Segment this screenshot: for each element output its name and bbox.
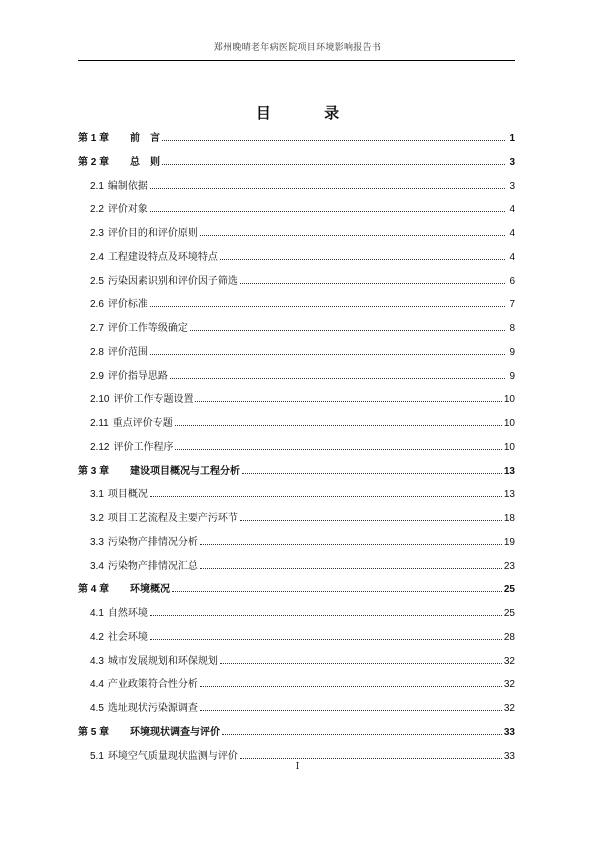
toc-entry-page: 4 xyxy=(509,251,515,263)
toc-entry-title: 总 则 xyxy=(130,156,160,168)
dot-leader xyxy=(220,258,505,260)
toc-entry-title: 编制依据 xyxy=(107,180,148,192)
toc-entry-number: 第 1 章 xyxy=(78,133,110,144)
toc-entry-title: 评价对象 xyxy=(107,204,148,216)
dot-leader xyxy=(222,733,502,735)
toc-entry-title: 产业政策符合性分析 xyxy=(107,679,198,691)
toc-entry-number: 2.10 xyxy=(90,394,110,406)
toc-chapter-entry[interactable] xyxy=(78,127,515,151)
toc-section-entry[interactable] xyxy=(78,222,515,246)
dot-leader xyxy=(150,614,502,616)
toc-entry-page: 32 xyxy=(503,703,515,714)
toc-entry-page: 13 xyxy=(503,465,515,477)
toc-section-entry[interactable] xyxy=(78,602,515,626)
toc-entry-page: 25 xyxy=(503,608,515,619)
toc-entry-number: 3.3 xyxy=(90,536,104,548)
toc-section-entry[interactable] xyxy=(78,483,515,507)
toc-section-entry[interactable] xyxy=(78,175,515,199)
dot-leader xyxy=(162,139,505,141)
toc-entry-title: 前 言 xyxy=(130,133,160,144)
toc-entry-page: 33 xyxy=(503,750,515,762)
toc-entry-page: 8 xyxy=(509,323,515,334)
dot-leader xyxy=(150,210,505,212)
toc-entry-title: 评价标准 xyxy=(107,299,148,311)
toc-entry-number: 4.1 xyxy=(90,608,104,619)
toc-entry-number: 2.9 xyxy=(90,370,104,382)
toc-entry-title: 环境现状调查与评价 xyxy=(130,726,220,738)
toc-entry-page: 19 xyxy=(503,536,515,548)
toc-entry-page: 7 xyxy=(509,299,515,311)
toc-entry-page: 3 xyxy=(509,180,515,192)
toc-entry-page: 4 xyxy=(509,204,515,216)
toc-entry-title: 评价目的和评价原则 xyxy=(107,228,198,239)
toc-entry-page: 18 xyxy=(503,513,515,524)
toc-entry-number: 3.1 xyxy=(90,489,104,501)
toc-section-entry[interactable] xyxy=(78,697,515,721)
toc-entry-page: 32 xyxy=(503,679,515,691)
toc-section-entry[interactable] xyxy=(78,555,515,579)
dot-leader xyxy=(200,567,502,569)
toc-entry-title: 评价指导思路 xyxy=(107,370,168,382)
dot-leader xyxy=(220,662,502,664)
header-divider xyxy=(78,60,515,61)
toc-entry-page: 13 xyxy=(503,489,515,501)
toc-section-entry[interactable] xyxy=(78,626,515,650)
toc-entry-number: 4.3 xyxy=(90,655,104,667)
dot-leader xyxy=(162,163,505,165)
toc-entry-number: 第 5 章 xyxy=(78,726,110,738)
toc-entry-page: 6 xyxy=(509,275,515,287)
toc-section-entry[interactable] xyxy=(78,650,515,674)
toc-entry-number: 2.11 xyxy=(90,418,109,429)
toc-entry-page: 23 xyxy=(503,560,515,572)
toc-section-entry[interactable] xyxy=(78,531,515,555)
toc-section-entry[interactable] xyxy=(78,412,515,436)
toc-entry-page: 1 xyxy=(509,133,515,144)
toc-title: 目 录 xyxy=(255,104,364,122)
toc-entry-title: 项目工艺流程及主要产污环节 xyxy=(107,513,238,524)
toc-entry-page: 32 xyxy=(503,655,515,667)
toc-entry-title: 项目概况 xyxy=(107,489,148,501)
toc-section-entry[interactable] xyxy=(78,246,515,270)
toc-entry-number: 4.4 xyxy=(90,679,104,691)
toc-entry-title: 建设项目概况与工程分析 xyxy=(130,465,240,477)
toc-entry-page: 9 xyxy=(509,346,515,358)
toc-entry-number: 第 2 章 xyxy=(78,156,110,168)
dot-leader xyxy=(172,590,502,592)
dot-leader xyxy=(240,757,502,759)
dot-leader xyxy=(200,709,502,711)
toc-entry-title: 评价工作专题设置 xyxy=(113,394,194,406)
toc-entry-title: 重点评价专题 xyxy=(112,418,173,429)
toc-section-entry[interactable] xyxy=(78,198,515,222)
toc-section-entry[interactable] xyxy=(78,507,515,531)
toc-entry-number: 2.8 xyxy=(90,346,104,358)
dot-leader xyxy=(200,685,502,687)
toc-section-entry[interactable] xyxy=(78,341,515,365)
page-number: I xyxy=(295,762,300,772)
toc-chapter-entry[interactable] xyxy=(78,151,515,175)
toc-entry-title: 污染因素识别和评价因子筛选 xyxy=(107,275,238,287)
toc-entry-number: 2.6 xyxy=(90,299,104,311)
toc-entry-title: 污染物产排情况分析 xyxy=(107,536,198,548)
toc-entry-number: 2.1 xyxy=(90,180,104,192)
toc-entry-number: 3.4 xyxy=(90,560,104,572)
toc-entry-number: 2.4 xyxy=(90,251,104,263)
toc-entry-title: 城市发展规划和环保规划 xyxy=(107,655,218,667)
dot-leader xyxy=(240,519,502,521)
toc-entry-number: 2.3 xyxy=(90,228,104,239)
toc-entry-page: 10 xyxy=(503,418,515,429)
toc-section-entry[interactable] xyxy=(78,388,515,412)
toc-entry-page: 10 xyxy=(503,441,515,453)
dot-leader xyxy=(242,472,502,474)
table-of-contents xyxy=(78,127,515,768)
dot-leader xyxy=(175,424,502,426)
toc-entry-title: 污染物产排情况汇总 xyxy=(107,560,198,572)
toc-entry-number: 4.2 xyxy=(90,631,104,643)
toc-entry-title: 评价工作等级确定 xyxy=(107,323,188,334)
dot-leader xyxy=(150,638,502,640)
dot-leader xyxy=(175,448,501,450)
dot-leader xyxy=(240,282,505,284)
dot-leader xyxy=(200,234,505,236)
dot-leader xyxy=(195,400,501,402)
toc-entry-title: 自然环境 xyxy=(107,608,148,619)
toc-section-entry[interactable] xyxy=(78,317,515,341)
toc-chapter-entry[interactable] xyxy=(78,721,515,745)
toc-entry-page: 3 xyxy=(509,156,515,168)
toc-entry-number: 3.2 xyxy=(90,513,104,524)
toc-entry-number: 第 3 章 xyxy=(78,465,110,477)
dot-leader xyxy=(150,187,505,189)
toc-entry-page: 9 xyxy=(509,370,515,382)
toc-entry-number: 2.7 xyxy=(90,323,104,334)
toc-section-entry[interactable] xyxy=(78,293,515,317)
toc-chapter-entry[interactable] xyxy=(78,460,515,484)
toc-entry-page: 10 xyxy=(503,394,515,406)
dot-leader xyxy=(150,353,505,355)
toc-entry-page: 4 xyxy=(509,228,515,239)
dot-leader xyxy=(150,305,505,307)
dot-leader xyxy=(190,329,505,331)
toc-entry-title: 评价工作程序 xyxy=(113,441,174,453)
toc-entry-title: 评价范围 xyxy=(107,346,148,358)
toc-chapter-entry[interactable] xyxy=(78,578,515,602)
toc-entry-page: 33 xyxy=(503,726,515,738)
toc-entry-title: 环境空气质量现状监测与评价 xyxy=(107,750,238,762)
toc-entry-number: 2.5 xyxy=(90,275,104,287)
toc-entry-number: 2.2 xyxy=(90,204,104,216)
toc-entry-number: 2.12 xyxy=(90,441,110,453)
toc-entry-title: 工程建设特点及环境特点 xyxy=(107,251,218,263)
toc-entry-number: 4.5 xyxy=(90,703,104,714)
toc-entry-title: 选址现状污染源调查 xyxy=(107,703,198,714)
toc-entry-title: 环境概况 xyxy=(130,584,170,596)
toc-section-entry[interactable] xyxy=(78,270,515,294)
dot-leader xyxy=(150,495,502,497)
toc-section-entry[interactable] xyxy=(78,365,515,389)
toc-section-entry[interactable] xyxy=(78,436,515,460)
toc-entry-number: 第 4 章 xyxy=(78,584,110,596)
toc-entry-page: 25 xyxy=(503,584,515,596)
dot-leader xyxy=(170,377,505,379)
page-header: 郑州晚晴老年病医院项目环境影响报告书 xyxy=(213,43,382,53)
toc-entry-title: 社会环境 xyxy=(107,631,148,643)
toc-entry-number: 5.1 xyxy=(90,750,104,762)
toc-entry-page: 28 xyxy=(503,631,515,643)
toc-section-entry[interactable] xyxy=(78,673,515,697)
dot-leader xyxy=(200,543,502,545)
